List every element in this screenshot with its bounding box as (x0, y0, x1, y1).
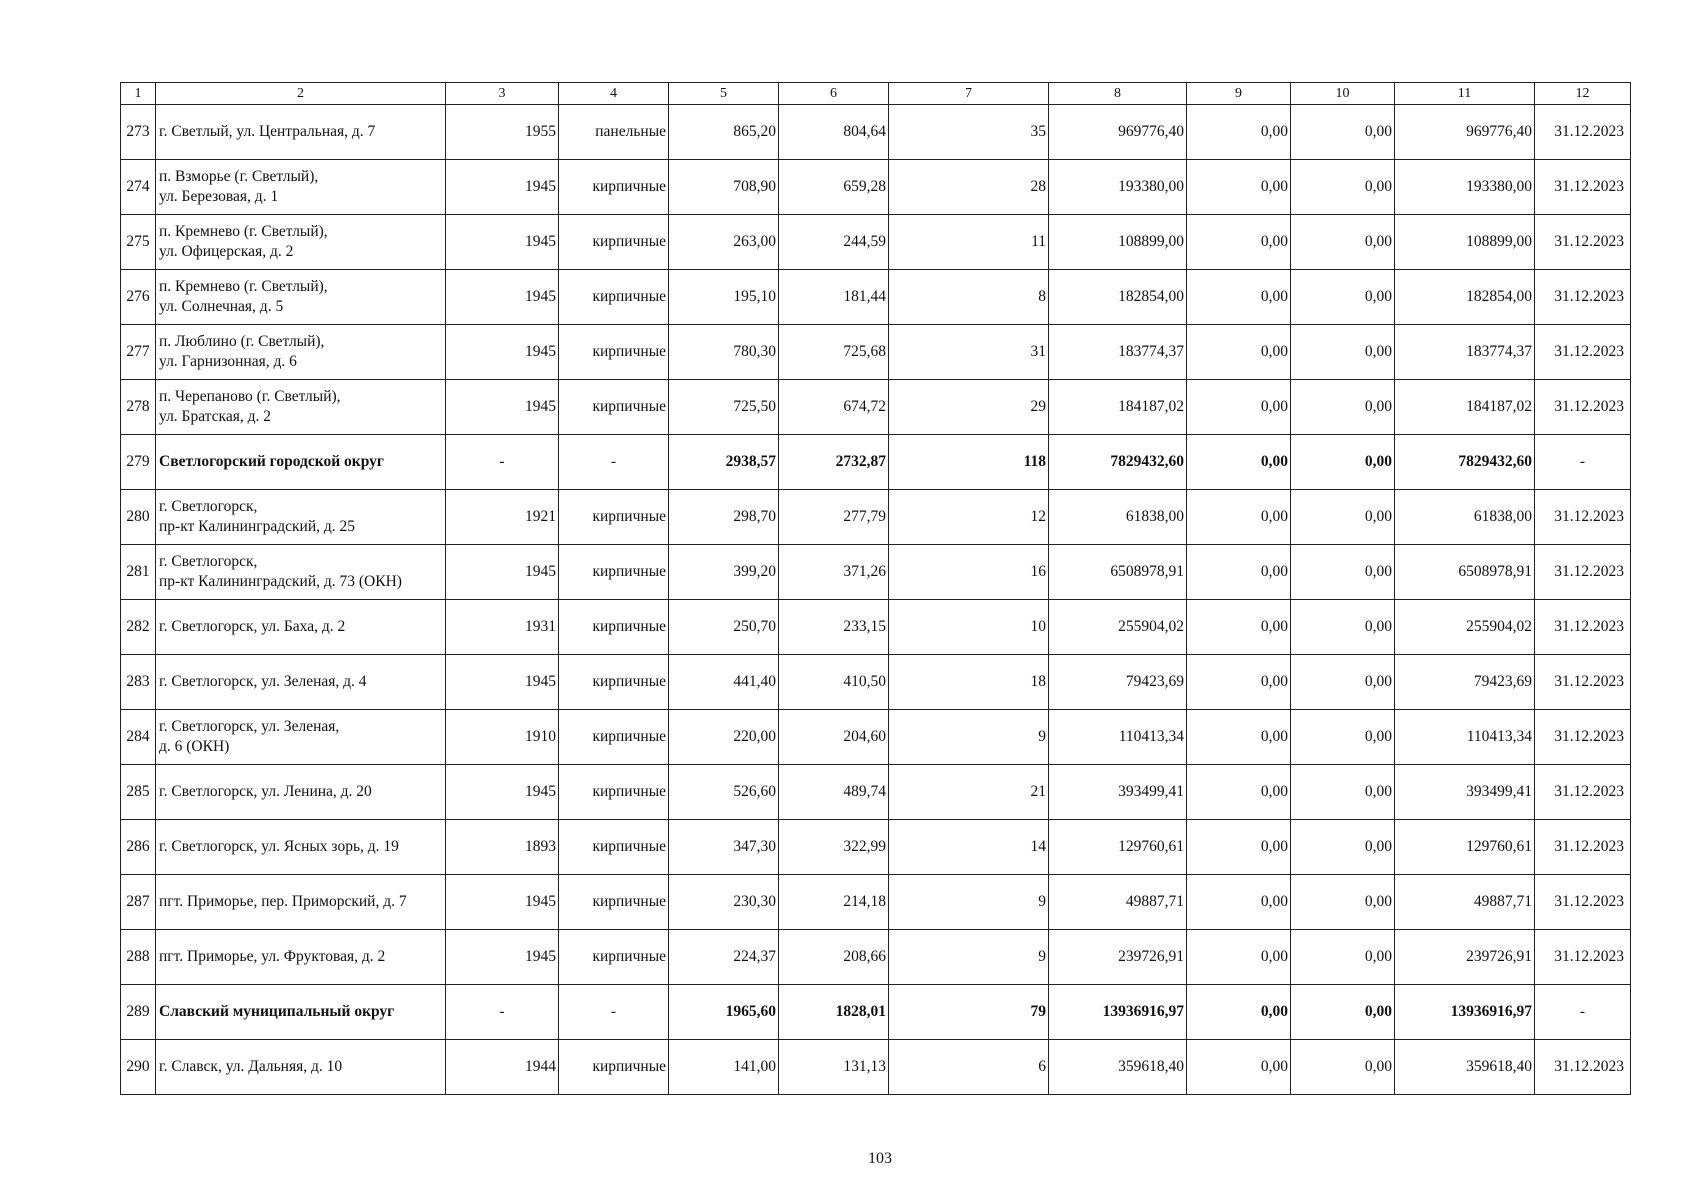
table-row (121, 545, 1631, 600)
living-area-cell: 277,79 (779, 490, 889, 545)
cost-cell: 239726,91 (1049, 930, 1187, 985)
year-cell: - (446, 435, 559, 490)
register-table (120, 82, 1631, 1095)
row-number-cell: 289 (121, 985, 156, 1040)
row-number-cell: 279 (121, 435, 156, 490)
total-area-cell: 250,70 (669, 600, 779, 655)
local-funds-cell: 182854,00 (1395, 270, 1535, 325)
federal-funds-cell: 0,00 (1187, 545, 1291, 600)
table-row (121, 325, 1631, 380)
row-number-cell: 284 (121, 710, 156, 765)
federal-funds-cell: 0,00 (1187, 1040, 1291, 1095)
regional-funds-cell: 0,00 (1291, 875, 1395, 930)
year-cell: 1945 (446, 380, 559, 435)
wall-material-cell: кирпичные (559, 1040, 669, 1095)
wall-material-cell: кирпичные (559, 710, 669, 765)
regional-funds-cell: 0,00 (1291, 765, 1395, 820)
living-area-cell: 2732,87 (779, 435, 889, 490)
table-row (121, 215, 1631, 270)
total-area-cell: 347,30 (669, 820, 779, 875)
total-area-cell: 865,20 (669, 105, 779, 160)
deadline-cell: 31.12.2023 (1535, 765, 1631, 820)
row-number-cell: 274 (121, 160, 156, 215)
table-row (121, 765, 1631, 820)
table-row (121, 105, 1631, 160)
wall-material-cell: кирпичные (559, 930, 669, 985)
table-row (121, 655, 1631, 710)
year-cell: 1931 (446, 600, 559, 655)
year-cell: 1944 (446, 1040, 559, 1095)
wall-material-cell: кирпичные (559, 325, 669, 380)
address-cell: п. Кремнево (г. Светлый), ул. Офицерская, д. 2 (156, 215, 446, 270)
total-area-cell: 263,00 (669, 215, 779, 270)
cost-cell: 13936916,97 (1049, 985, 1187, 1040)
year-cell: 1945 (446, 930, 559, 985)
year-cell: 1893 (446, 820, 559, 875)
wall-material-cell: кирпичные (559, 545, 669, 600)
regional-funds-cell: 0,00 (1291, 655, 1395, 710)
header-cell: 8 (1049, 83, 1187, 105)
row-number-cell: 275 (121, 215, 156, 270)
residents-cell: 18 (889, 655, 1049, 710)
address-cell: г. Светлогорск, ул. Ленина, д. 20 (156, 765, 446, 820)
table-row (121, 490, 1631, 545)
header-cell: 9 (1187, 83, 1291, 105)
federal-funds-cell: 0,00 (1187, 820, 1291, 875)
row-number-cell: 280 (121, 490, 156, 545)
wall-material-cell: кирпичные (559, 600, 669, 655)
column-number-header (121, 83, 1631, 105)
regional-funds-cell: 0,00 (1291, 160, 1395, 215)
local-funds-cell: 129760,61 (1395, 820, 1535, 875)
federal-funds-cell: 0,00 (1187, 105, 1291, 160)
living-area-cell: 208,66 (779, 930, 889, 985)
living-area-cell: 659,28 (779, 160, 889, 215)
residents-cell: 31 (889, 325, 1049, 380)
living-area-cell: 233,15 (779, 600, 889, 655)
living-area-cell: 1828,01 (779, 985, 889, 1040)
cost-cell: 255904,02 (1049, 600, 1187, 655)
row-number-cell: 285 (121, 765, 156, 820)
wall-material-cell: кирпичные (559, 160, 669, 215)
year-cell: 1945 (446, 325, 559, 380)
row-number-cell: 278 (121, 380, 156, 435)
year-cell: 1945 (446, 765, 559, 820)
regional-funds-cell: 0,00 (1291, 215, 1395, 270)
address-cell: г. Светлогорск, ул. Зеленая, д. 4 (156, 655, 446, 710)
total-area-cell: 220,00 (669, 710, 779, 765)
total-area-cell: 725,50 (669, 380, 779, 435)
subtotal-row (121, 985, 1631, 1040)
table-row (121, 820, 1631, 875)
table-row (121, 600, 1631, 655)
deadline-cell: 31.12.2023 (1535, 490, 1631, 545)
header-cell: 1 (121, 83, 156, 105)
total-area-cell: 708,90 (669, 160, 779, 215)
federal-funds-cell: 0,00 (1187, 930, 1291, 985)
row-number-cell: 281 (121, 545, 156, 600)
year-cell: 1945 (446, 545, 559, 600)
cost-cell: 61838,00 (1049, 490, 1187, 545)
deadline-cell: 31.12.2023 (1535, 160, 1631, 215)
total-area-cell: 141,00 (669, 1040, 779, 1095)
wall-material-cell: кирпичные (559, 270, 669, 325)
living-area-cell: 244,59 (779, 215, 889, 270)
page-number: 103 (868, 1150, 892, 1167)
cost-cell: 393499,41 (1049, 765, 1187, 820)
row-number-cell: 286 (121, 820, 156, 875)
federal-funds-cell: 0,00 (1187, 160, 1291, 215)
deadline-cell: 31.12.2023 (1535, 875, 1631, 930)
header-cell: 5 (669, 83, 779, 105)
address-cell: п. Взморье (г. Светлый), ул. Березовая, д. 1 (156, 160, 446, 215)
wall-material-cell: кирпичные (559, 380, 669, 435)
wall-material-cell: панельные (559, 105, 669, 160)
residents-cell: 8 (889, 270, 1049, 325)
row-number-cell: 287 (121, 875, 156, 930)
living-area-cell: 131,13 (779, 1040, 889, 1095)
table-row (121, 380, 1631, 435)
total-area-cell: 298,70 (669, 490, 779, 545)
residents-cell: 29 (889, 380, 1049, 435)
cost-cell: 184187,02 (1049, 380, 1187, 435)
regional-funds-cell: 0,00 (1291, 105, 1395, 160)
federal-funds-cell: 0,00 (1187, 490, 1291, 545)
total-area-cell: 1965,60 (669, 985, 779, 1040)
wall-material-cell: кирпичные (559, 875, 669, 930)
header-cell: 3 (446, 83, 559, 105)
address-cell: Светлогорский городской округ (156, 435, 446, 490)
total-area-cell: 780,30 (669, 325, 779, 380)
header-cell: 12 (1535, 83, 1631, 105)
local-funds-cell: 183774,37 (1395, 325, 1535, 380)
year-cell: 1955 (446, 105, 559, 160)
deadline-cell: 31.12.2023 (1535, 655, 1631, 710)
living-area-cell: 725,68 (779, 325, 889, 380)
cost-cell: 79423,69 (1049, 655, 1187, 710)
regional-funds-cell: 0,00 (1291, 380, 1395, 435)
local-funds-cell: 239726,91 (1395, 930, 1535, 985)
local-funds-cell: 49887,71 (1395, 875, 1535, 930)
wall-material-cell: кирпичные (559, 820, 669, 875)
residents-cell: 9 (889, 710, 1049, 765)
residents-cell: 10 (889, 600, 1049, 655)
year-cell: - (446, 985, 559, 1040)
residents-cell: 79 (889, 985, 1049, 1040)
residents-cell: 21 (889, 765, 1049, 820)
address-cell: п. Черепаново (г. Светлый), ул. Братская, д. 2 (156, 380, 446, 435)
living-area-cell: 674,72 (779, 380, 889, 435)
living-area-cell: 322,99 (779, 820, 889, 875)
cost-cell: 6508978,91 (1049, 545, 1187, 600)
residents-cell: 35 (889, 105, 1049, 160)
register-table-wrapper (120, 82, 1631, 1095)
deadline-cell: 31.12.2023 (1535, 270, 1631, 325)
living-area-cell: 204,60 (779, 710, 889, 765)
row-number-cell: 290 (121, 1040, 156, 1095)
federal-funds-cell: 0,00 (1187, 270, 1291, 325)
address-cell: пгт. Приморье, пер. Приморский, д. 7 (156, 875, 446, 930)
cost-cell: 49887,71 (1049, 875, 1187, 930)
wall-material-cell: - (559, 985, 669, 1040)
table-row (121, 270, 1631, 325)
address-cell: г. Светлогорск, ул. Баха, д. 2 (156, 600, 446, 655)
cost-cell: 969776,40 (1049, 105, 1187, 160)
regional-funds-cell: 0,00 (1291, 545, 1395, 600)
row-number-cell: 282 (121, 600, 156, 655)
total-area-cell: 2938,57 (669, 435, 779, 490)
table-body (121, 83, 1631, 1095)
wall-material-cell: кирпичные (559, 490, 669, 545)
local-funds-cell: 184187,02 (1395, 380, 1535, 435)
wall-material-cell: кирпичные (559, 765, 669, 820)
header-cell: 7 (889, 83, 1049, 105)
header-cell: 6 (779, 83, 889, 105)
year-cell: 1921 (446, 490, 559, 545)
row-number-cell: 283 (121, 655, 156, 710)
address-cell: п. Люблино (г. Светлый), ул. Гарнизонная, д. 6 (156, 325, 446, 380)
federal-funds-cell: 0,00 (1187, 215, 1291, 270)
header-cell: 4 (559, 83, 669, 105)
residents-cell: 14 (889, 820, 1049, 875)
local-funds-cell: 79423,69 (1395, 655, 1535, 710)
federal-funds-cell: 0,00 (1187, 985, 1291, 1040)
header-cell: 10 (1291, 83, 1395, 105)
year-cell: 1945 (446, 160, 559, 215)
local-funds-cell: 359618,40 (1395, 1040, 1535, 1095)
cost-cell: 182854,00 (1049, 270, 1187, 325)
deadline-cell: 31.12.2023 (1535, 1040, 1631, 1095)
deadline-cell: - (1535, 435, 1631, 490)
row-number-cell: 273 (121, 105, 156, 160)
year-cell: 1910 (446, 710, 559, 765)
living-area-cell: 489,74 (779, 765, 889, 820)
total-area-cell: 224,37 (669, 930, 779, 985)
cost-cell: 108899,00 (1049, 215, 1187, 270)
regional-funds-cell: 0,00 (1291, 490, 1395, 545)
header-cell: 11 (1395, 83, 1535, 105)
regional-funds-cell: 0,00 (1291, 930, 1395, 985)
residents-cell: 9 (889, 875, 1049, 930)
subtotal-row (121, 435, 1631, 490)
local-funds-cell: 108899,00 (1395, 215, 1535, 270)
table-row (121, 930, 1631, 985)
cost-cell: 183774,37 (1049, 325, 1187, 380)
living-area-cell: 214,18 (779, 875, 889, 930)
living-area-cell: 804,64 (779, 105, 889, 160)
local-funds-cell: 393499,41 (1395, 765, 1535, 820)
year-cell: 1945 (446, 215, 559, 270)
living-area-cell: 371,26 (779, 545, 889, 600)
local-funds-cell: 969776,40 (1395, 105, 1535, 160)
deadline-cell: - (1535, 985, 1631, 1040)
total-area-cell: 441,40 (669, 655, 779, 710)
total-area-cell: 230,30 (669, 875, 779, 930)
row-number-cell: 288 (121, 930, 156, 985)
federal-funds-cell: 0,00 (1187, 765, 1291, 820)
residents-cell: 9 (889, 930, 1049, 985)
row-number-cell: 277 (121, 325, 156, 380)
deadline-cell: 31.12.2023 (1535, 105, 1631, 160)
local-funds-cell: 61838,00 (1395, 490, 1535, 545)
cost-cell: 359618,40 (1049, 1040, 1187, 1095)
row-number-cell: 276 (121, 270, 156, 325)
total-area-cell: 195,10 (669, 270, 779, 325)
wall-material-cell: кирпичные (559, 655, 669, 710)
residents-cell: 6 (889, 1040, 1049, 1095)
address-cell: Славский муниципальный округ (156, 985, 446, 1040)
residents-cell: 11 (889, 215, 1049, 270)
regional-funds-cell: 0,00 (1291, 1040, 1395, 1095)
regional-funds-cell: 0,00 (1291, 325, 1395, 380)
total-area-cell: 399,20 (669, 545, 779, 600)
address-cell: г. Светлогорск, ул. Зеленая, д. 6 (ОКН) (156, 710, 446, 765)
year-cell: 1945 (446, 655, 559, 710)
regional-funds-cell: 0,00 (1291, 820, 1395, 875)
residents-cell: 12 (889, 490, 1049, 545)
local-funds-cell: 7829432,60 (1395, 435, 1535, 490)
federal-funds-cell: 0,00 (1187, 655, 1291, 710)
address-cell: г. Светлогорск, ул. Ясных зорь, д. 19 (156, 820, 446, 875)
wall-material-cell: - (559, 435, 669, 490)
header-cell: 2 (156, 83, 446, 105)
year-cell: 1945 (446, 875, 559, 930)
cost-cell: 129760,61 (1049, 820, 1187, 875)
residents-cell: 28 (889, 160, 1049, 215)
regional-funds-cell: 0,00 (1291, 985, 1395, 1040)
residents-cell: 118 (889, 435, 1049, 490)
federal-funds-cell: 0,00 (1187, 710, 1291, 765)
regional-funds-cell: 0,00 (1291, 600, 1395, 655)
regional-funds-cell: 0,00 (1291, 270, 1395, 325)
table-row (121, 1040, 1631, 1095)
living-area-cell: 181,44 (779, 270, 889, 325)
local-funds-cell: 255904,02 (1395, 600, 1535, 655)
living-area-cell: 410,50 (779, 655, 889, 710)
wall-material-cell: кирпичные (559, 215, 669, 270)
local-funds-cell: 193380,00 (1395, 160, 1535, 215)
address-cell: г. Светлый, ул. Центральная, д. 7 (156, 105, 446, 160)
regional-funds-cell: 0,00 (1291, 710, 1395, 765)
address-cell: г. Светлогорск, пр-кт Калининградский, д. 25 (156, 490, 446, 545)
deadline-cell: 31.12.2023 (1535, 930, 1631, 985)
deadline-cell: 31.12.2023 (1535, 710, 1631, 765)
deadline-cell: 31.12.2023 (1535, 600, 1631, 655)
cost-cell: 193380,00 (1049, 160, 1187, 215)
address-cell: п. Кремнево (г. Светлый), ул. Солнечная, д. 5 (156, 270, 446, 325)
local-funds-cell: 6508978,91 (1395, 545, 1535, 600)
federal-funds-cell: 0,00 (1187, 600, 1291, 655)
deadline-cell: 31.12.2023 (1535, 545, 1631, 600)
federal-funds-cell: 0,00 (1187, 875, 1291, 930)
cost-cell: 7829432,60 (1049, 435, 1187, 490)
federal-funds-cell: 0,00 (1187, 435, 1291, 490)
federal-funds-cell: 0,00 (1187, 380, 1291, 435)
address-cell: г. Славск, ул. Дальняя, д. 10 (156, 1040, 446, 1095)
deadline-cell: 31.12.2023 (1535, 325, 1631, 380)
regional-funds-cell: 0,00 (1291, 435, 1395, 490)
table-row (121, 710, 1631, 765)
residents-cell: 16 (889, 545, 1049, 600)
cost-cell: 110413,34 (1049, 710, 1187, 765)
local-funds-cell: 13936916,97 (1395, 985, 1535, 1040)
address-cell: пгт. Приморье, ул. Фруктовая, д. 2 (156, 930, 446, 985)
address-cell: г. Светлогорск, пр-кт Калининградский, д. 73 (ОКН) (156, 545, 446, 600)
deadline-cell: 31.12.2023 (1535, 380, 1631, 435)
table-row (121, 875, 1631, 930)
total-area-cell: 526,60 (669, 765, 779, 820)
year-cell: 1945 (446, 270, 559, 325)
federal-funds-cell: 0,00 (1187, 325, 1291, 380)
deadline-cell: 31.12.2023 (1535, 820, 1631, 875)
local-funds-cell: 110413,34 (1395, 710, 1535, 765)
table-row (121, 160, 1631, 215)
deadline-cell: 31.12.2023 (1535, 215, 1631, 270)
